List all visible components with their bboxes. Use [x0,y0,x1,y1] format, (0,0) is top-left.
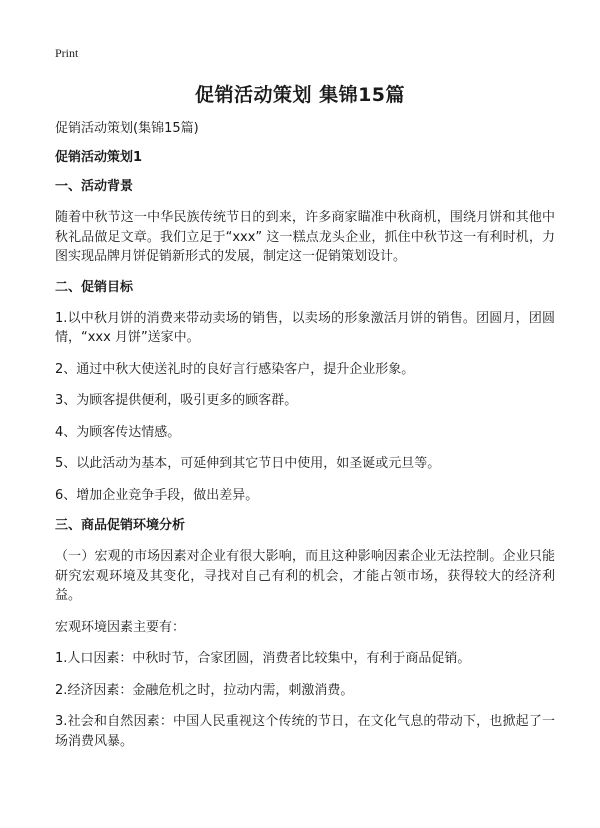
print-link[interactable]: Print [55,46,79,60]
goal-item: 2、通过中秋大使送礼时的良好言行感染客户，提升企业形象。 [55,361,415,377]
main-heading: 促销活动策划1 [55,150,143,165]
goal-item: 5、以此活动为基本，可延伸到其它节日中使用，如圣诞或元旦等。 [55,456,441,471]
factor-item: 3.社会和自然因素：中国人民重视这个传统的节日，在文化气息的带动下，也掀起了一场消费风暴。 [55,714,555,749]
background-paragraph: 随着中秋节这一中华民族传统节日的到来，许多商家瞄准中秋商机，围绕月饼和其他中秋礼品做足文章。我们立足于“xxx” 这一糕点龙头企业，抓住中秋节这一有利时机，力图实现品牌月饼促销新形式的发展，制定这一促销策划设计。 [55,210,555,264]
goal-item: 1.以中秋月饼的消费来带动卖场的销售，以卖场的形象激活月饼的销售。团圆月，团圆情，“xxx 月饼”送家中。 [55,310,555,345]
factor-item: 2.经济因素：金融危机之时，拉动内需，刺激消费。 [55,682,354,698]
factor-item: 1.人口因素：中秋时节，合家团圆，消费者比较集中，有利于商品促销。 [55,651,471,666]
environment-intro: （一）宏观的市场因素对企业有很大影响，而且这种影响因素企业无法控制。企业只能研究宏观环境及其变化，寻找对自己有利的机会，才能占领市场，获得较大的经济利益。 [55,549,555,603]
section-heading-environment: 三、商品促销环境分析 [55,518,186,533]
goal-item: 6、增加企业竞争手段，做出差异。 [55,487,259,503]
section-heading-background: 一、活动背景 [55,179,134,194]
page-title: 促销活动策划 集锦15篇 [194,84,406,106]
goal-item: 3、为顾客提供便利，吸引更多的顾客群。 [55,393,298,408]
section-heading-goals: 二、促销目标 [55,279,134,295]
factors-title: 宏观环境因素主要有： [55,619,186,635]
goal-item: 4、为顾客传达情感。 [55,424,181,440]
document-subtitle: 促销活动策划(集锦15篇) [55,121,199,136]
document-body [55,120,555,763]
